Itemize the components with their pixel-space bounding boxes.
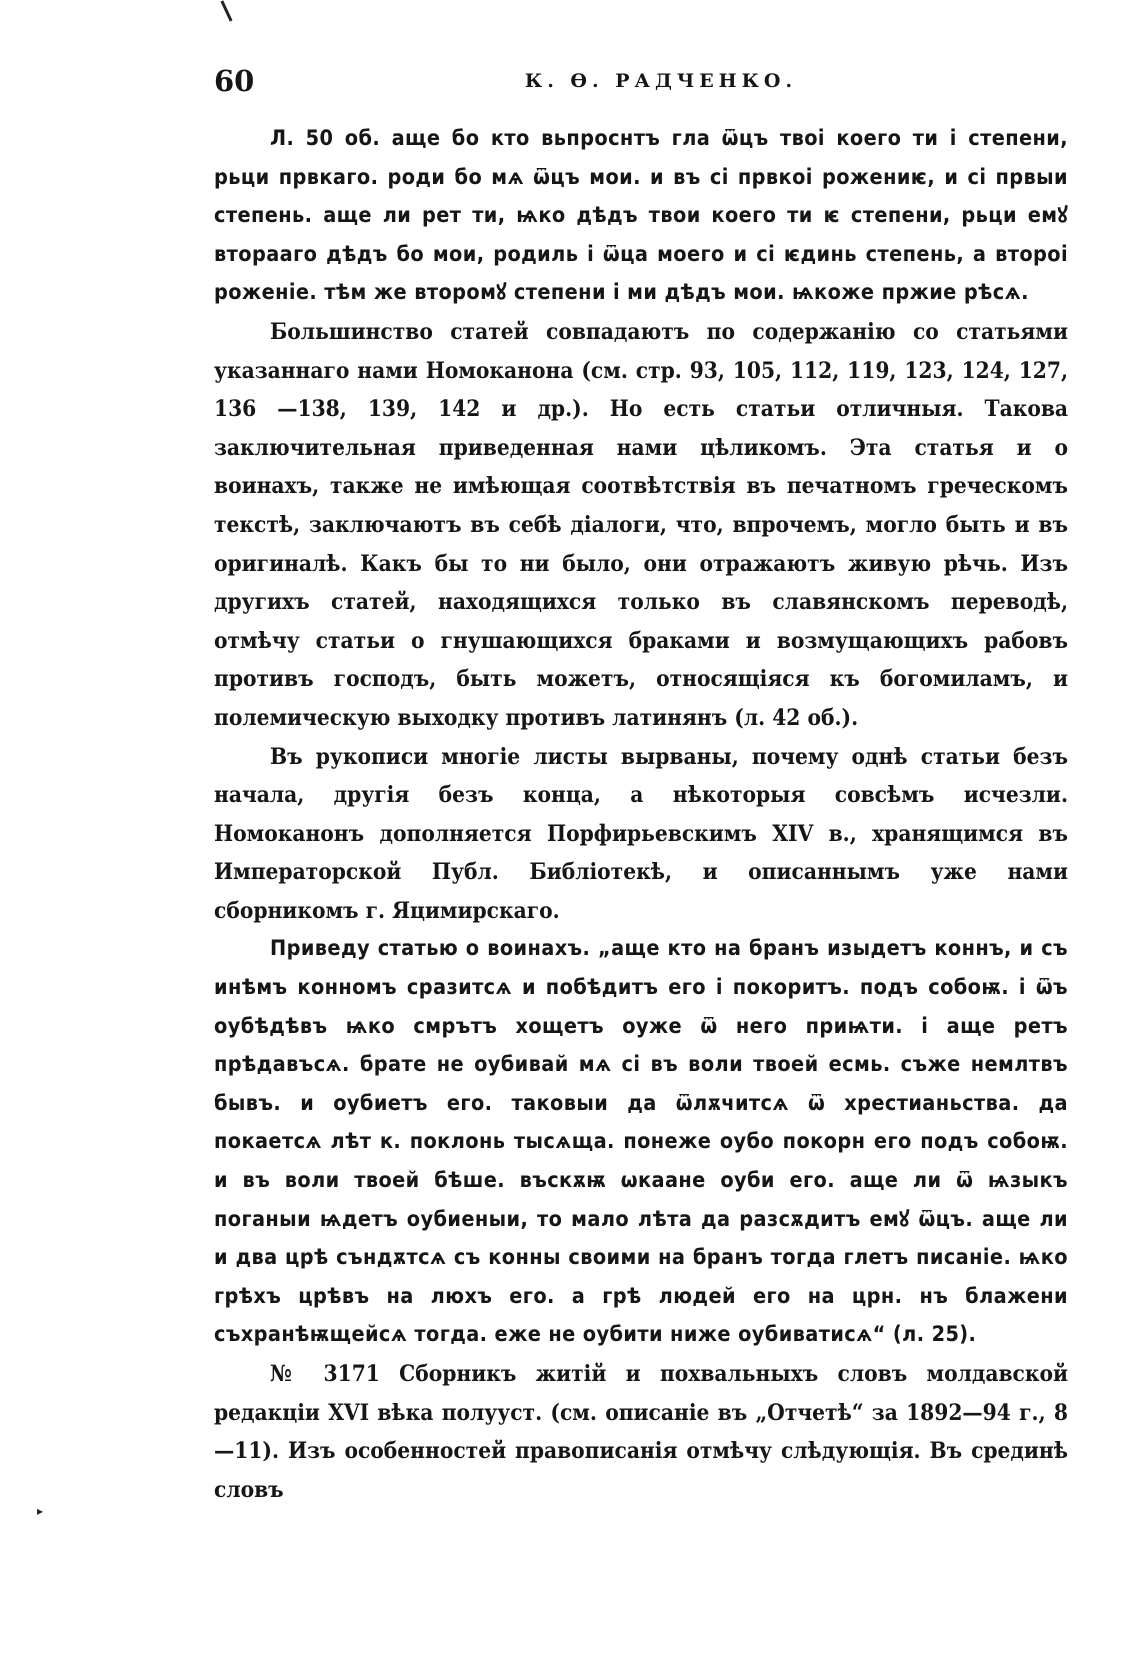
margin-tick-mark — [220, 0, 232, 21]
page-header — [214, 60, 1068, 100]
manuscript-description-paragraph: Въ рукописи многіе листы вырваны, почему однѣ статьи безъ начала, другія безъ конца, а нѣкоторыя совсѣмъ исчезли. Номоканонъ дополняется Порфирьевскимъ XIV в., хранящимся въ Императорской Публ. Библіотекѣ, и описаннымъ уже нами сборникомъ г. Яцимирскаго. — [214, 743, 1068, 924]
warriors-article-paragraph: Приведу статью о воинахъ. „аще кто на бранъ изыдетъ коннъ, и съ инѣмъ конномъ сразитсѧ и побѣдитъ его і покоритъ. подъ собоѭ. і ѿъ оубѣдѣвъ ѩко смрътъ хощетъ оуже ѿ него приѩти. і аще ретъ прѣдавъсѧ. брате не оубивай мѧ сі въ воли твоей есмь. съже немлтвъ бывъ. и оубиетъ его. таковыи да ѿлѫчитсѧ ѿ хрестианьства. да покаетсѧ лѣт к. поклонь тысѧща. понеже оубо покорн его подъ собоѭ. и въ воли твоей бѣше. въскѫѭ ѡкаане оуби его. аще ли ѿ ѩзыкъ поганыи ѩдетъ оубиеныи, то мало лѣта да разсѫдитъ емꙋ ѿцъ. аще ли и два црѣ съндѫтсѧ съ конны своими на бранъ тогда глетъ писаніе. ѩко грѣхъ црѣвъ на люхъ его. а грѣ людей его на црн. нъ блажени съхранѣѭщейсѧ тогда. еже не оубити ниже оубиватисѧ“ (л. 25). — [214, 936, 1068, 1348]
collection-3171-paragraph: № 3171 Сборникъ житій и похвальныхъ словъ молдавской редакціи XVI вѣка полууст. (см. описаніе въ „Отчетѣ“ за 1892—94 г., 8—11). Изъ особенностей правописанія отмѣчу слѣдующія. Въ срединѣ словъ — [214, 1361, 1068, 1503]
body-text — [214, 120, 1068, 1509]
slavonic-quote-paragraph: Л. 50 об. аще бо кто вьпроснтъ гла ѿцъ твоі коего ти і степени, рьци првкаго. роди бо мѧ ѿцъ мои. и въ сі првкоі рожениѥ, и сі првыи степень. аще ли рет ти, ѩко дѣдъ твои коего ти ѥ степени, рьци емꙋ вторааго дѣдъ бо мои, родиль і ѿца моего и сі ѥдинь степень, а вторοі роженіе. тѣм же второмꙋ степени і ми дѣдъ мои. ѩкоже пржие рѣсѧ. — [214, 126, 1068, 306]
page-number: 60 — [214, 64, 255, 98]
running-title: К. Ѳ. РАДЧЕНКО. — [524, 70, 798, 92]
commentary-paragraph: Большинство статей совпадаютъ по содержанію со статьями указаннаго нами Номоканона (см. стр. 93, 105, 112, 119, 123, 124, 127, 136 —138, 139, 142 и др.). Но есть статьи отличныя. Такова заключительная приведенная нами цѣликомъ. Эта статья и о воинахъ, также не имѣющая соотвѣтствія въ печатномъ греческомъ текстѣ, заключаютъ въ себѣ діалоги, что, впрочемъ, могло быть и въ оригиналѣ. Какъ бы то ни было, они отражаютъ живую рѣчь. Изъ другихъ статей, находящихся только въ славянскомъ переводѣ, отмѣчу статьи о гнушающихся браками и возмущающихъ рабовъ противъ господъ, быть можетъ, относящіяся къ богомиламъ, и полемическую выходку противъ латинянъ (л. 42 об.). — [214, 318, 1068, 731]
margin-arrow-mark: ▸ — [37, 1504, 44, 1518]
